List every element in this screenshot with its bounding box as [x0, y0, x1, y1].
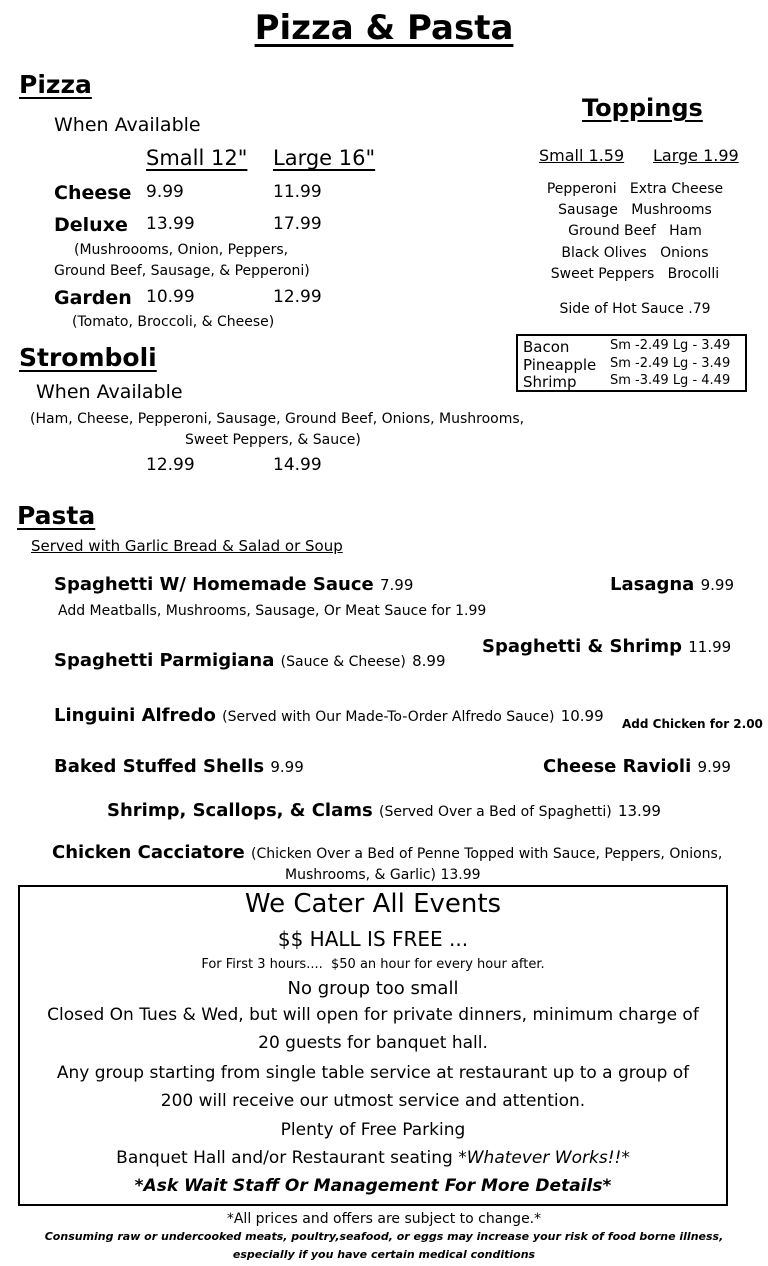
stromboli-desc: (Ham, Cheese, Pepperoni, Sausage, Ground Beef, Onions, Mushrooms,	[30, 411, 525, 427]
pasta-item	[482, 636, 731, 657]
cater-heading: We Cater All Events	[244, 889, 502, 919]
pasta-item	[52, 842, 722, 863]
pizza-item-desc: Ground Beef, Sausage, & Pepperoni)	[54, 263, 310, 279]
cater-closed: Closed On Tues & Wed, but will open for private dinners, minimum charge of	[47, 1005, 699, 1025]
pasta-item-price: 9.99	[700, 576, 735, 594]
topping-row: Sweet Peppers Brocolli	[550, 266, 720, 282]
pasta-item-name: Spaghetti & Shrimp	[482, 636, 682, 657]
pasta-addon: Add Meatballs, Mushrooms, Sausage, Or Meat Sauce for 1.99	[58, 603, 487, 619]
pasta-item-price: 9.99	[697, 758, 731, 776]
topping-row: Sausage Mushrooms	[558, 202, 712, 218]
topping-row: Pepperoni Extra Cheese	[546, 181, 724, 197]
pasta-item	[610, 574, 734, 595]
pasta-item	[543, 756, 731, 777]
pizza-item-small-price: 9.99	[146, 182, 184, 202]
pasta-item	[54, 650, 446, 671]
stromboli-small-price: 12.99	[146, 455, 195, 475]
pasta-item-price: 7.99	[379, 576, 414, 594]
cater-any-group: Any group starting from single table service at restaurant up to a group of	[56, 1063, 690, 1083]
cater-hours: For First 3 hours.... $50 an hour for every hour after.	[201, 957, 545, 972]
stromboli-availability: When Available	[36, 381, 183, 403]
pasta-item-name: Baked Stuffed Shells	[54, 756, 265, 777]
pizza-item-name: Cheese	[54, 182, 132, 204]
pasta-item-price: 13.99	[440, 867, 481, 883]
pasta-item-name: Shrimp, Scallops, & Clams	[107, 800, 373, 821]
pizza-item-small-price: 10.99	[146, 287, 195, 307]
pasta-item	[107, 800, 661, 821]
topping-row: Black Olives Onions	[561, 245, 709, 261]
pasta-item-price: 8.99	[412, 652, 446, 670]
pasta-item-name: Chicken Cacciatore	[52, 842, 245, 863]
premium-topping-name: Pineapple	[523, 356, 597, 374]
toppings-small-price: Small 1.59	[539, 146, 625, 165]
pasta-item-note: (Chicken Over a Bed of Penne Topped with Sauce, Peppers, Onions,	[251, 846, 723, 862]
pizza-item-name: Deluxe	[54, 214, 128, 236]
cater-parking: Plenty of Free Parking	[280, 1120, 466, 1140]
cater-closed: 20 guests for banquet hall.	[258, 1033, 488, 1053]
pasta-item-note: Mushrooms, & Garlic)	[285, 867, 437, 883]
pizza-availability: When Available	[54, 114, 201, 136]
cater-hall-free: $$ HALL IS FREE ...	[277, 927, 469, 951]
pasta-item-name: Spaghetti Parmigiana	[54, 650, 275, 671]
pasta-item-price: 9.99	[270, 758, 304, 776]
stromboli-heading: Stromboli	[19, 343, 157, 372]
pizza-col-large: Large 16"	[273, 146, 376, 170]
food-warning: Consuming raw or undercooked meats, poultry,seafood, or eggs may increase your risk of food borne illness,	[44, 1230, 724, 1243]
pasta-item-price: 11.99	[688, 638, 732, 656]
stromboli-desc: Sweet Peppers, & Sauce)	[185, 432, 361, 448]
pasta-item-note: (Served Over a Bed of Spaghetti)	[379, 804, 612, 820]
pizza-col-small: Small 12"	[146, 146, 248, 170]
pasta-item-name: Spaghetti W/ Homemade Sauce	[54, 574, 374, 595]
pasta-heading: Pasta	[17, 501, 96, 530]
premium-topping-price: Sm -2.49 Lg - 3.49	[610, 338, 731, 353]
pizza-item-desc: (Mushroooms, Onion, Peppers,	[74, 242, 289, 258]
pizza-heading: Pizza	[19, 70, 92, 99]
cater-seating	[20, 1148, 726, 1168]
pasta-item-name: Cheese Ravioli	[543, 756, 692, 777]
toppings-large-price: Large 1.99	[653, 146, 739, 165]
price-disclaimer: *All prices and offers are subject to change.*	[226, 1211, 542, 1227]
pizza-item-desc: (Tomato, Broccoli, & Cheese)	[72, 314, 275, 330]
pizza-item-large-price: 17.99	[273, 214, 322, 234]
pasta-item-note: (Served with Our Made-To-Order Alfredo Sauce)	[222, 709, 555, 725]
toppings-heading: Toppings	[582, 94, 703, 122]
cater-seating-emphasis: *Whatever Works!!*	[458, 1148, 630, 1168]
hot-sauce: Side of Hot Sauce .79	[559, 301, 711, 317]
chicken-addon: Add Chicken for 2.00	[622, 717, 763, 731]
premium-topping-name: Shrimp	[523, 373, 577, 391]
cater-seating-text: Banquet Hall and/or Restaurant seating	[116, 1148, 459, 1168]
pasta-item-name: Lasagna	[610, 574, 695, 595]
premium-toppings-box	[516, 334, 747, 392]
pasta-item-note-cont	[285, 867, 481, 883]
pasta-item-price: 13.99	[617, 802, 661, 820]
pizza-item-large-price: 12.99	[273, 287, 322, 307]
premium-topping-price: Sm -3.49 Lg - 4.49	[610, 373, 731, 388]
pasta-item	[54, 756, 304, 777]
catering-box	[18, 885, 728, 1206]
cater-ask-staff: *Ask Wait Staff Or Management For More Details*	[134, 1176, 612, 1196]
pasta-subheading: Served with Garlic Bread & Salad or Soup	[31, 537, 343, 555]
page-title: Pizza & Pasta	[254, 8, 514, 48]
pasta-item	[54, 705, 604, 726]
premium-topping-name: Bacon	[523, 338, 570, 356]
pasta-item-price: 10.99	[560, 707, 604, 725]
topping-row: Ground Beef Ham	[568, 223, 702, 239]
pasta-item	[54, 574, 413, 595]
pasta-item-name: Linguini Alfredo	[54, 705, 216, 726]
premium-topping-price: Sm -2.49 Lg - 3.49	[610, 356, 731, 371]
stromboli-large-price: 14.99	[273, 455, 322, 475]
pizza-item-name: Garden	[54, 287, 132, 309]
cater-any-group: 200 will receive our utmost service and attention.	[160, 1091, 586, 1111]
food-warning: especially if you have certain medical conditions	[232, 1248, 536, 1261]
pizza-item-large-price: 11.99	[273, 182, 322, 202]
cater-group: No group too small	[287, 978, 459, 999]
pasta-item-note: (Sauce & Cheese)	[280, 654, 406, 670]
pizza-item-small-price: 13.99	[146, 214, 195, 234]
